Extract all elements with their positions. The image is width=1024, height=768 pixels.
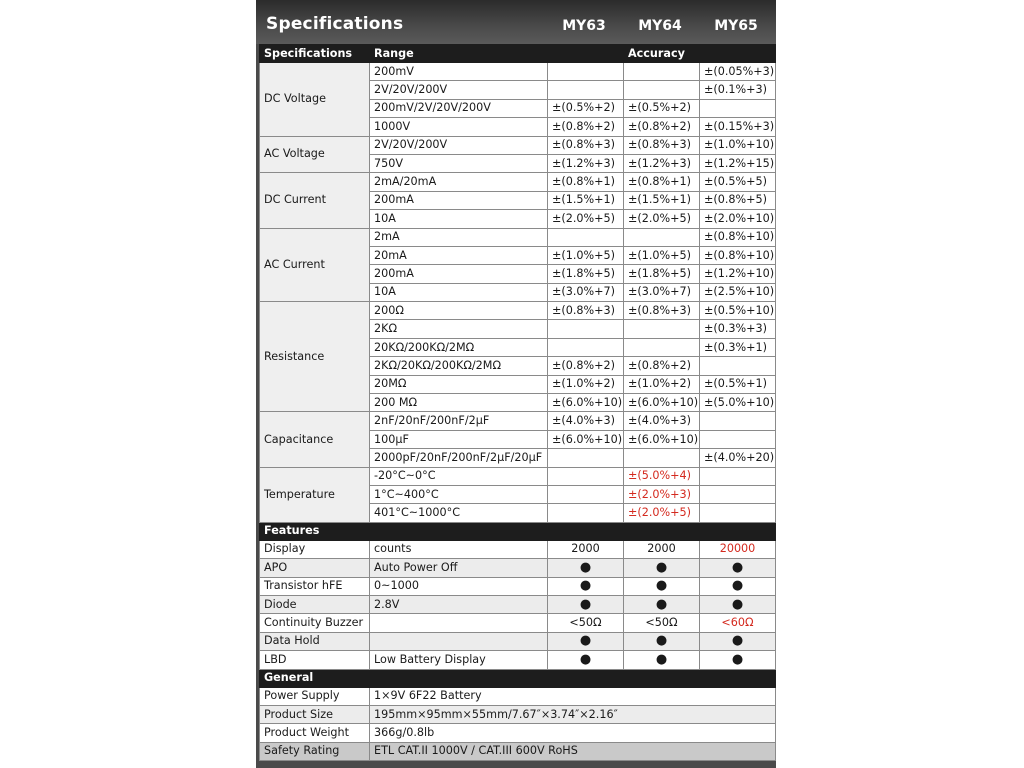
accuracy-my65 [700,504,776,522]
feature-desc: counts [370,540,548,558]
model-my63: MY63 [562,18,606,34]
accuracy-my65 [700,430,776,448]
accuracy-my64: ±(0.8%+2) [624,357,700,375]
accuracy-my64: ±(1.0%+2) [624,375,700,393]
feature-my63: ● [548,559,624,577]
feature-my64: ● [624,595,700,613]
accuracy-my65: ±(0.5%+1) [700,375,776,393]
feature-name: LBD [260,651,370,669]
title-bar [256,0,776,44]
range-cell: 2V/20V/200V [370,81,548,99]
accuracy-my64: ±(6.0%+10) [624,394,700,412]
accuracy-my65: ±(0.3%+1) [700,338,776,356]
range-cell: 200mA [370,191,548,209]
range-cell: 200mV [370,63,548,81]
range-cell: 200mA [370,265,548,283]
accuracy-my63: ±(4.0%+3) [548,412,624,430]
accuracy-my63: ±(1.5%+1) [548,191,624,209]
range-cell: 2000pF/20nF/200nF/2μF/20μF [370,449,548,467]
accuracy-my65: ±(1.2%+15) [700,154,776,172]
accuracy-my63 [548,63,624,81]
accuracy-my65: ±(0.8%+10) [700,228,776,246]
spec-table [259,44,776,761]
table-row [260,412,776,430]
feature-desc [370,632,548,650]
accuracy-my64 [624,228,700,246]
feature-my64: 2000 [624,540,700,558]
feature-row [260,632,776,650]
feature-desc [370,614,548,632]
accuracy-my63: ±(6.0%+10) [548,394,624,412]
model-my64: MY64 [638,18,682,34]
spec-header-row [260,45,776,63]
accuracy-my63: ±(0.8%+3) [548,302,624,320]
range-cell: -20°C~0°C [370,467,548,485]
accuracy-my64: ±(0.5%+2) [624,99,700,117]
range-cell: 20MΩ [370,375,548,393]
accuracy-my65: ±(4.0%+20) [700,449,776,467]
feature-row [260,577,776,595]
accuracy-my63 [548,320,624,338]
accuracy-my64: ±(4.0%+3) [624,412,700,430]
category-label: Resistance [260,302,370,412]
feature-desc: 2.8V [370,595,548,613]
range-cell: 10A [370,210,548,228]
accuracy-my63: ±(0.8%+2) [548,357,624,375]
accuracy-my63 [548,338,624,356]
feature-my64: ● [624,577,700,595]
category-label: Temperature [260,467,370,522]
feature-desc: Low Battery Display [370,651,548,669]
general-name: Product Size [260,705,370,723]
feature-my64: ● [624,559,700,577]
header-blank [548,45,624,63]
spec-sheet [256,0,776,768]
accuracy-my64: ±(0.8%+1) [624,173,700,191]
accuracy-my64: ±(2.0%+3) [624,485,700,503]
accuracy-my65 [700,357,776,375]
accuracy-my63 [548,467,624,485]
accuracy-my63: ±(0.8%+1) [548,173,624,191]
general-value: 366g/0.8lb [370,724,776,742]
accuracy-my65: ±(1.2%+10) [700,265,776,283]
accuracy-my64: ±(6.0%+10) [624,430,700,448]
feature-my65: ● [700,559,776,577]
feature-my65: ● [700,632,776,650]
accuracy-my63: ±(0.5%+2) [548,99,624,117]
accuracy-my65: ±(0.8%+10) [700,246,776,264]
feature-desc: 0~1000 [370,577,548,595]
feature-row [260,559,776,577]
feature-my65: ● [700,595,776,613]
accuracy-my63: ±(1.2%+3) [548,154,624,172]
feature-my64: ● [624,651,700,669]
general-row [260,742,776,760]
general-header: General [260,669,776,687]
table-row [260,63,776,81]
accuracy-my63 [548,485,624,503]
accuracy-my63 [548,449,624,467]
accuracy-my64: ±(0.8%+2) [624,118,700,136]
range-cell: 100μF [370,430,548,448]
accuracy-my65 [700,99,776,117]
general-value: 1×9V 6F22 Battery [370,687,776,705]
feature-my65: 20000 [700,540,776,558]
accuracy-my63 [548,504,624,522]
accuracy-my65: ±(2.5%+10) [700,283,776,301]
accuracy-my63: ±(2.0%+5) [548,210,624,228]
feature-row [260,595,776,613]
range-cell: 2KΩ [370,320,548,338]
accuracy-my64 [624,338,700,356]
accuracy-my65: ±(0.3%+3) [700,320,776,338]
feature-my64: ● [624,632,700,650]
accuracy-my65: ±(0.5%+5) [700,173,776,191]
feature-my63: ● [548,595,624,613]
accuracy-my64 [624,81,700,99]
range-cell: 2V/20V/200V [370,136,548,154]
general-header-row [260,669,776,687]
feature-name: Transistor hFE [260,577,370,595]
page-title: Specifications [266,14,404,34]
general-row [260,724,776,742]
range-cell: 20KΩ/200KΩ/2MΩ [370,338,548,356]
range-cell: 2mA [370,228,548,246]
table-row [260,173,776,191]
table-row [260,136,776,154]
accuracy-my63: ±(1.0%+5) [548,246,624,264]
feature-name: Data Hold [260,632,370,650]
general-name: Safety Rating [260,742,370,760]
general-name: Product Weight [260,724,370,742]
features-header-row [260,522,776,540]
general-name: Power Supply [260,687,370,705]
range-cell: 200mV/2V/20V/200V [370,99,548,117]
accuracy-my63 [548,81,624,99]
feature-name: Continuity Buzzer [260,614,370,632]
range-cell: 20mA [370,246,548,264]
feature-my65: ● [700,577,776,595]
range-cell: 200Ω [370,302,548,320]
feature-my63: 2000 [548,540,624,558]
category-label: DC Voltage [260,63,370,137]
accuracy-my63: ±(3.0%+7) [548,283,624,301]
model-my65: MY65 [714,18,758,34]
accuracy-my64: ±(2.0%+5) [624,210,700,228]
general-row [260,705,776,723]
range-cell: 2nF/20nF/200nF/2μF [370,412,548,430]
feature-my63: <50Ω [548,614,624,632]
accuracy-my64: ±(1.8%+5) [624,265,700,283]
category-label: AC Voltage [260,136,370,173]
table-row [260,228,776,246]
range-cell: 1000V [370,118,548,136]
accuracy-my63: ±(0.8%+2) [548,118,624,136]
accuracy-my65: ±(0.15%+3) [700,118,776,136]
accuracy-my64 [624,63,700,81]
accuracy-my64: ±(3.0%+7) [624,283,700,301]
feature-my64: <50Ω [624,614,700,632]
accuracy-my64: ±(5.0%+4) [624,467,700,485]
accuracy-my65: ±(1.0%+10) [700,136,776,154]
accuracy-my65: ±(2.0%+10) [700,210,776,228]
header-accuracy: Accuracy [624,45,776,63]
range-cell: 750V [370,154,548,172]
feature-my65: <60Ω [700,614,776,632]
feature-my63: ● [548,632,624,650]
category-label: AC Current [260,228,370,302]
table-row [260,302,776,320]
feature-name: Display [260,540,370,558]
accuracy-my64 [624,320,700,338]
features-header: Features [260,522,776,540]
accuracy-my63: ±(1.0%+2) [548,375,624,393]
accuracy-my65 [700,467,776,485]
accuracy-my65: ±(0.05%+3) [700,63,776,81]
accuracy-my65: ±(0.8%+5) [700,191,776,209]
accuracy-my65: ±(0.5%+10) [700,302,776,320]
header-specifications: Specifications [260,45,370,63]
accuracy-my64: ±(1.5%+1) [624,191,700,209]
general-value: 195mm×95mm×55mm/7.67″×3.74″×2.16″ [370,705,776,723]
accuracy-my63: ±(1.8%+5) [548,265,624,283]
range-cell: 1°C~400°C [370,485,548,503]
range-cell: 401°C~1000°C [370,504,548,522]
range-cell: 2mA/20mA [370,173,548,191]
accuracy-my65: ±(5.0%+10) [700,394,776,412]
feature-name: Diode [260,595,370,613]
accuracy-my65 [700,485,776,503]
accuracy-my64: ±(1.0%+5) [624,246,700,264]
accuracy-my64: ±(2.0%+5) [624,504,700,522]
feature-row [260,540,776,558]
feature-row [260,614,776,632]
feature-name: APO [260,559,370,577]
accuracy-my64: ±(0.8%+3) [624,302,700,320]
accuracy-my64: ±(1.2%+3) [624,154,700,172]
range-cell: 10A [370,283,548,301]
category-label: Capacitance [260,412,370,467]
accuracy-my64 [624,449,700,467]
header-range: Range [370,45,548,63]
feature-desc: Auto Power Off [370,559,548,577]
feature-my63: ● [548,651,624,669]
accuracy-my64: ±(0.8%+3) [624,136,700,154]
accuracy-my63 [548,228,624,246]
general-value: ETL CAT.II 1000V / CAT.III 600V RoHS [370,742,776,760]
accuracy-my65: ±(0.1%+3) [700,81,776,99]
range-cell: 2KΩ/20KΩ/200KΩ/2MΩ [370,357,548,375]
feature-my63: ● [548,577,624,595]
accuracy-my65 [700,412,776,430]
feature-my65: ● [700,651,776,669]
range-cell: 200 MΩ [370,394,548,412]
table-row [260,467,776,485]
category-label: DC Current [260,173,370,228]
accuracy-my63: ±(6.0%+10) [548,430,624,448]
general-row [260,687,776,705]
accuracy-my63: ±(0.8%+3) [548,136,624,154]
feature-row [260,651,776,669]
